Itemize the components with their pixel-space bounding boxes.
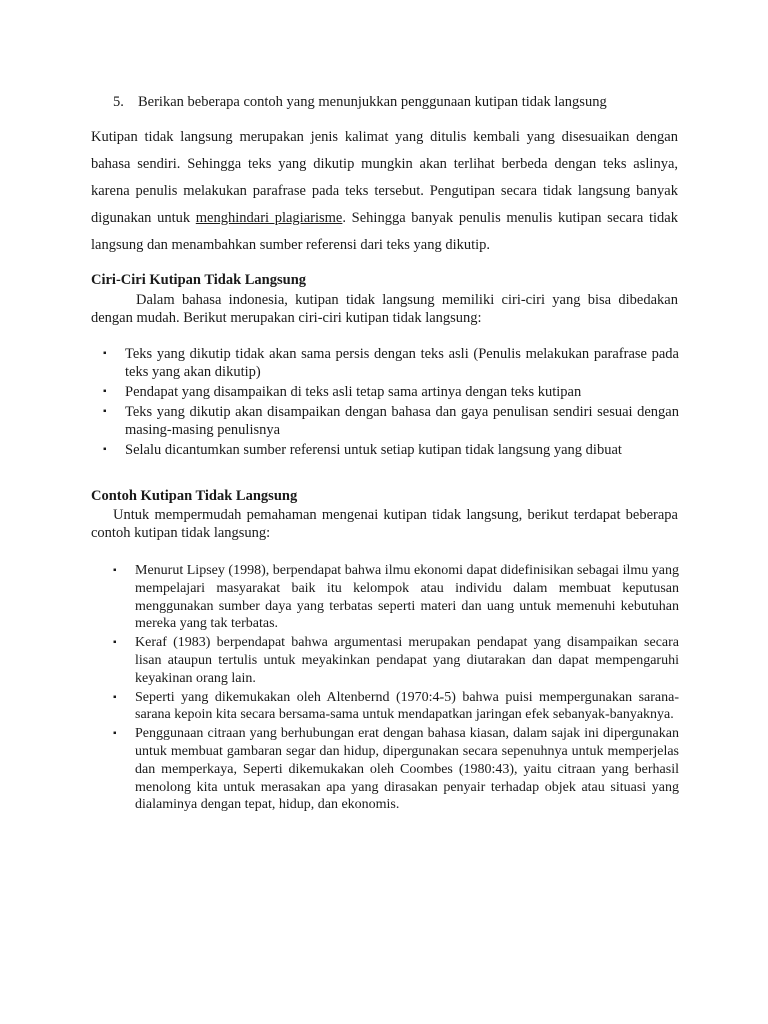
list-item-text: Seperti yang dikemukakan oleh Altenbernd (1970:4-5) bahwa puisi mempergunakan sarana-sarana kepoin kita secara bersama-sama untuk mendapatkan jaringan efek sebanyak-banyaknya. <box>135 689 679 723</box>
list-item-text: Penggunaan citraan yang berhubungan erat dengan bahasa kiasan, dalam sajak ini dipergunakan untuk membuat gambaran segar dan hidup, dipergunakan secara sepenuhnya untuk memperjelas dan memperkaya, Seperti dikemukakan oleh Coombes (1980:43), yaitu citraan yang berhasil menolong kita untuk merasakan apa yang dirasakan penyair terhadap objek atau situasi yang dialaminya dengan tepat, hidup, dan ekonomis. <box>135 726 679 813</box>
intro-text-part1: Kutipan tidak langsung merupakan jenis kalimat yang ditulis kembali yang disesuaikan dengan bahasa sendiri. Sehingga teks yang dikutip mungkin akan terlihat berbeda dengan teks aslinya, karena penulis melakukan parafrase pada teks tersebut. Pengutipan secara tidak langsung banyak digunakan untuk <box>91 129 678 226</box>
bullet-icon: ▪ <box>103 348 107 359</box>
section2-heading: Contoh Kutipan Tidak Langsung <box>91 488 298 504</box>
list-item <box>103 383 679 401</box>
section1-paragraph: Dalam bahasa indonesia, kutipan tidak langsung memiliki ciri-ciri yang bisa dibedakan dengan mudah. Berikut merupakan ciri-ciri kutipan tidak langsung: <box>91 292 678 326</box>
list-item-text: Menurut Lipsey (1998), berpendapat bahwa ilmu ekonomi dapat didefinisikan sebagai ilmu yang mempelajari masyarakat baik itu kelompok atau individu dalam membuat keputusan menggunakan sumber daya yang terbatas seperti materi dan uang untuk memenuhi kebutuhan mereka yang tak terbatas. <box>135 563 679 632</box>
question-text: Berikan beberapa contoh yang menunjukkan penggunaan kutipan tidak langsung <box>138 94 607 110</box>
intro-paragraph <box>91 124 678 259</box>
question-item <box>113 94 607 111</box>
examples-list <box>113 562 679 815</box>
plagiarism-link[interactable]: menghindari plagiarisme <box>195 210 343 226</box>
bullet-icon: ▪ <box>113 728 117 740</box>
list-item <box>113 634 679 687</box>
bullet-icon: ▪ <box>103 444 107 455</box>
list-item-text: Keraf (1983) berpendapat bahwa argumentasi merupakan pendapat yang disampaikan secara lisan ataupun tertulis untuk meyakinkan pendapat yang diutarakan dan dapat mempengaruhi keyakinan orang lain. <box>135 635 679 686</box>
bullet-icon: ▪ <box>113 565 117 576</box>
list-item <box>103 403 679 439</box>
list-item-text: Selalu dicantumkan sumber referensi untuk setiap kutipan tidak langsung yang dibuat <box>125 442 622 458</box>
bullet-icon: ▪ <box>103 386 107 397</box>
list-item <box>113 562 679 633</box>
bullet-icon: ▪ <box>113 637 117 649</box>
list-item <box>113 689 679 725</box>
question-number: 5. <box>113 94 124 110</box>
list-item <box>113 725 679 814</box>
list-item-text: Teks yang dikutip tidak akan sama persis dengan teks asli (Penulis melakukan parafrase pada teks yang akan dikutip) <box>125 346 679 380</box>
section2-paragraph: Untuk mempermudah pemahaman mengenai kutipan tidak langsung, berikut terdapat beberapa contoh kutipan tidak langsung: <box>91 507 678 541</box>
list-item-text: Pendapat yang disampaikan di teks asli tetap sama artinya dengan teks kutipan <box>125 384 582 400</box>
characteristics-list <box>103 345 679 461</box>
list-item <box>103 441 679 459</box>
bullet-icon: ▪ <box>103 406 107 417</box>
section1-heading: Ciri-Ciri Kutipan Tidak Langsung <box>91 272 307 288</box>
list-item-text: Teks yang dikutip akan disampaikan dengan bahasa dan gaya penulisan sendiri sesuai dengan masing-masing penulisnya <box>125 404 679 438</box>
intro-text-part2: . Sehingga banyak penulis menulis kutipan secara tidak langsung dan menambahkan sumber referensi dari teks yang dikutip. <box>91 210 678 253</box>
bullet-icon: ▪ <box>113 691 117 703</box>
list-item <box>103 345 679 381</box>
